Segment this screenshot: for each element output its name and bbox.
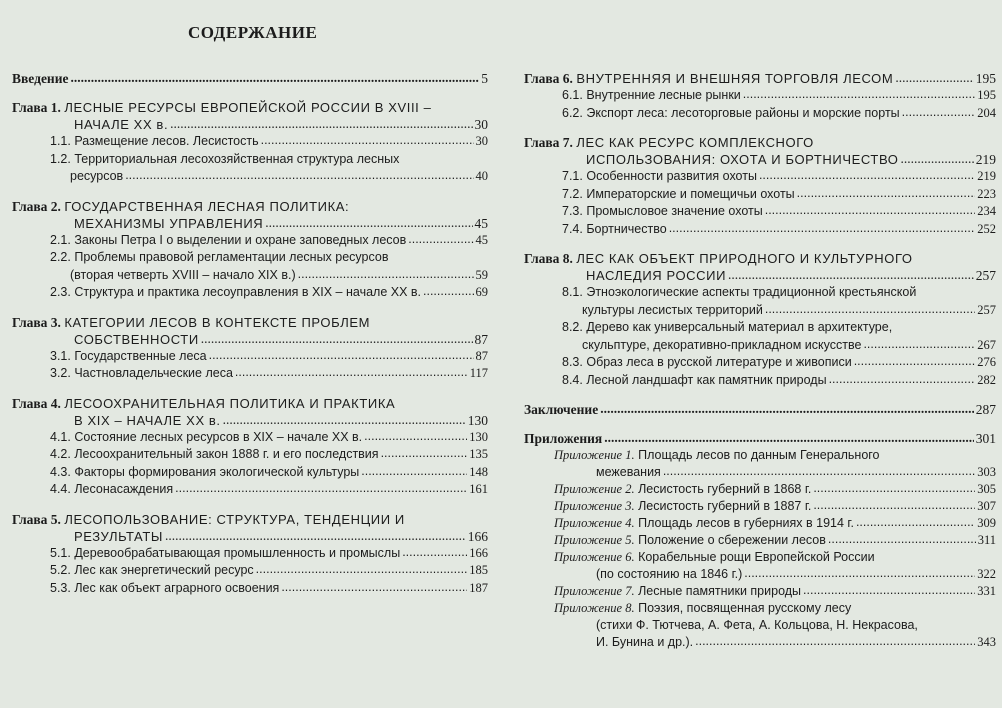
page-number: 40 xyxy=(475,169,488,183)
leader-dots xyxy=(663,463,975,476)
leader-dots xyxy=(170,115,472,129)
page-number: 187 xyxy=(469,580,488,595)
leader-dots xyxy=(235,364,468,377)
page-number: 130 xyxy=(469,429,488,444)
toc-section-7-4: 7.4. Бортничество ..... 252 xyxy=(524,221,996,239)
toc-section-1-2: 1.2. Территориальная лесохозяйственная структура лесных ресурсов ..... 40 xyxy=(12,151,488,186)
page-number: 309 xyxy=(977,516,996,530)
leader-dots xyxy=(902,104,976,117)
leader-dots xyxy=(854,353,976,366)
toc-appendix-1: Приложение 1. Площадь лесов по данным Генерального межевания ..... 303 xyxy=(524,447,996,481)
toc-section-7-2: 7.2. Императорские и помещичьи охоты ..... 223 xyxy=(524,186,996,204)
page-number: 305 xyxy=(977,482,996,496)
toc-entry-appendices: Приложения ..... 301 xyxy=(524,430,996,447)
page-number: 252 xyxy=(977,221,996,236)
toc-entry-intro: Введение ..... 5 xyxy=(12,70,488,87)
toc-appendix-3: Приложение 3. Лесистость губерний в 1887 г. ..... 307 xyxy=(524,498,996,515)
toc-section-8-1: 8.1. Этноэкологические аспекты традиционной крестьянской культуры лесистых территорий ..... 257 xyxy=(524,284,996,319)
page-number: 30 xyxy=(474,117,488,132)
page-number: 307 xyxy=(977,499,996,513)
toc-chapter-1: Глава 1. ЛЕСНЫЕ РЕСУРСЫ ЕВРОПЕЙСКОЙ РОССИИ В XVIII – НАЧАЛЕ XX в. ..... 30 xyxy=(12,99,488,133)
leader-dots xyxy=(265,214,472,228)
toc-appendix-7: Приложение 7. Лесные памятники природы ..... 331 xyxy=(524,583,996,600)
toc-chapter-4: Глава 4. ЛЕСООХРАНИТЕЛЬНАЯ ПОЛИТИКА И ПРАКТИКА В XIX – НАЧАЛЕ XX в. ..... 130 xyxy=(12,395,488,429)
leader-dots xyxy=(695,633,975,646)
leader-dots xyxy=(408,231,473,244)
leader-dots xyxy=(423,283,473,296)
page-number: 287 xyxy=(975,402,996,417)
leader-dots xyxy=(70,69,479,83)
leader-dots xyxy=(765,202,976,215)
leader-dots xyxy=(728,266,974,280)
leader-dots xyxy=(165,527,466,541)
page-number: 166 xyxy=(467,528,488,544)
leader-dots xyxy=(364,428,467,441)
page-number: 267 xyxy=(977,337,996,352)
page-number: 331 xyxy=(977,584,996,598)
leader-dots xyxy=(361,463,467,476)
toc-chapter-6: Глава 6. ВНУТРЕННЯЯ И ВНЕШНЯЯ ТОРГОВЛЯ ЛЕСОМ ..... 195 xyxy=(524,70,996,87)
toc-right-column xyxy=(524,70,996,651)
leader-dots xyxy=(813,480,975,493)
leader-dots xyxy=(744,565,975,578)
toc-appendix-5: Приложение 5. Положение о сбережении лесов ..... 311 xyxy=(524,532,996,549)
toc-section-8-4: 8.4. Лесной ландшафт как памятник природы ..... 282 xyxy=(524,372,996,390)
page-number: 45 xyxy=(474,215,488,231)
toc-appendix-8: Приложение 8. Поэзия, посвященная русскому лесу (стихи Ф. Тютчева, А. Фета, А. Кольцова, Н. Некрасова, И. Бунина и др.). ..... 343 xyxy=(524,600,996,651)
toc-section-4-2: 4.2. Лесоохранительный закон 1888 г. и его последствия ..... 135 xyxy=(12,446,488,464)
page-number: 195 xyxy=(975,71,996,86)
toc-chapter-8: Глава 8. ЛЕС КАК ОБЪЕКТ ПРИРОДНОГО И КУЛЬТУРНОГО НАСЛЕДИЯ РОССИИ ..... 257 xyxy=(524,250,996,284)
page-number: 59 xyxy=(475,267,488,282)
leader-dots xyxy=(863,336,975,349)
leader-dots xyxy=(600,400,974,414)
leader-dots xyxy=(743,86,975,99)
toc-section-8-2: 8.2. Дерево как универсальный материал в архитектуре, скульптуре, декоративно-прикладном искусстве ..... 267 xyxy=(524,319,996,354)
page-number: 219 xyxy=(977,169,996,183)
toc-section-2-2: 2.2. Проблемы правовой регламентации лесных ресурсов (вторая четверть XVIII – начало XIX в.) ..... 59 xyxy=(12,249,488,284)
page-number: 161 xyxy=(469,482,488,496)
leader-dots xyxy=(209,347,474,360)
page-number: 276 xyxy=(977,355,996,369)
leader-dots xyxy=(803,582,975,595)
toc-chapter-2: Глава 2. ГОСУДАРСТВЕННАЯ ЛЕСНАЯ ПОЛИТИКА: МЕХАНИЗМЫ УПРАВЛЕНИЯ ..... 45 xyxy=(12,198,488,232)
leader-dots xyxy=(829,371,976,384)
page-number: 311 xyxy=(977,533,996,547)
toc-chapter-7: Глава 7. ЛЕС КАК РЕСУРС КОМПЛЕКСНОГО ИСПОЛЬЗОВАНИЯ: ОХОТА И БОРТНИЧЕСТВО ..... 219 xyxy=(524,134,996,168)
page-number: 195 xyxy=(977,88,996,102)
toc-left-column xyxy=(12,70,488,597)
toc-section-6-1: 6.1. Внутренние лесные рынки ..... 195 xyxy=(524,87,996,105)
page-number: 87 xyxy=(474,331,488,347)
page-number: 343 xyxy=(977,635,996,649)
leader-dots xyxy=(604,429,974,443)
leader-dots xyxy=(759,167,975,180)
leader-dots xyxy=(298,266,474,279)
leader-dots xyxy=(256,561,468,574)
page-number: 5 xyxy=(481,71,488,86)
page-number: 257 xyxy=(977,302,996,317)
toc-section-7-1: 7.1. Особенности развития охоты ..... 219 xyxy=(524,168,996,186)
page-number: 117 xyxy=(469,366,488,380)
page-number: 303 xyxy=(977,465,996,479)
leader-dots xyxy=(828,531,976,544)
leader-dots xyxy=(895,69,973,83)
page-number: 30 xyxy=(475,134,488,148)
page-number: 301 xyxy=(975,431,996,446)
toc-section-3-1: 3.1. Государственные леса ..... 87 xyxy=(12,348,488,366)
page-number: 185 xyxy=(469,563,488,577)
toc-section-4-4: 4.4. Лесонасаждения ..... 161 xyxy=(12,481,488,499)
page-number: 257 xyxy=(975,268,996,283)
page-number: 45 xyxy=(475,232,488,247)
leader-dots xyxy=(261,132,474,145)
leader-dots xyxy=(669,220,976,233)
leader-dots xyxy=(175,480,467,493)
leader-dots xyxy=(813,497,975,510)
page-number: 69 xyxy=(475,285,488,299)
page-number: 219 xyxy=(975,152,996,167)
toc-section-5-2: 5.2. Лес как энергетический ресурс ..... 185 xyxy=(12,562,488,580)
leader-dots xyxy=(125,167,473,180)
page-number: 166 xyxy=(469,545,488,560)
toc-section-5-3: 5.3. Лес как объект аграрного освоения ..... 187 xyxy=(12,580,488,598)
page-number: 223 xyxy=(977,186,996,201)
toc-section-6-2: 6.2. Экспорт леса: лесоторговые районы и морские порты ..... 204 xyxy=(524,105,996,123)
leader-dots xyxy=(402,544,467,557)
page-number: 204 xyxy=(977,105,996,120)
toc-section-7-3: 7.3. Промысловое значение охоты ..... 234 xyxy=(524,203,996,221)
page-number: 130 xyxy=(467,412,488,428)
toc-entry-conclusion: Заключение ..... 287 xyxy=(524,401,996,418)
toc-appendix-6: Приложение 6. Корабельные рощи Европейской России (по состоянию на 1846 г.) ..... 322 xyxy=(524,549,996,583)
toc-section-1-1: 1.1. Размещение лесов. Лесистость ..... 30 xyxy=(12,133,488,151)
leader-dots xyxy=(381,445,468,458)
leader-dots xyxy=(223,411,466,425)
toc-appendix-2: Приложение 2. Лесистость губерний в 1868 г. ..... 305 xyxy=(524,481,996,498)
page-number: 135 xyxy=(469,447,488,461)
leader-dots xyxy=(201,330,473,344)
page-number: 234 xyxy=(977,204,996,218)
toc-section-8-3: 8.3. Образ леса в русской литературе и живописи ..... 276 xyxy=(524,354,996,372)
toc-chapter-5: Глава 5. ЛЕСОПОЛЬЗОВАНИЕ: СТРУКТУРА, ТЕНДЕНЦИИ И РЕЗУЛЬТАТЫ ..... 166 xyxy=(12,511,488,545)
leader-dots xyxy=(856,514,975,527)
leader-dots xyxy=(765,301,975,314)
page-title: СОДЕРЖАНИЕ xyxy=(188,23,318,42)
toc-section-4-3: 4.3. Факторы формирования экологической культуры ..... 148 xyxy=(12,464,488,482)
leader-dots xyxy=(901,150,974,164)
page-number: 322 xyxy=(977,567,996,581)
page-number: 282 xyxy=(977,372,996,387)
toc-appendix-4: Приложение 4. Площадь лесов в губерниях в 1914 г. ..... 309 xyxy=(524,515,996,532)
leader-dots xyxy=(797,185,976,198)
toc-section-3-2: 3.2. Частновладельческие леса ..... 117 xyxy=(12,365,488,383)
page-number: 148 xyxy=(469,464,488,479)
toc-section-2-3: 2.3. Структура и практика лесоуправления в XIX – начале XX в. ..... 69 xyxy=(12,284,488,302)
toc-chapter-3: Глава 3. КАТЕГОРИИ ЛЕСОВ В КОНТЕКСТЕ ПРОБЛЕМ СОБСТВЕННОСТИ ..... 87 xyxy=(12,314,488,348)
page-number: 87 xyxy=(475,348,488,363)
toc-section-4-1: 4.1. Состояние лесных ресурсов в XIX – начале XX в. ..... 130 xyxy=(12,429,488,447)
toc-section-5-1: 5.1. Деревообрабатывающая промышленность и промыслы ..... 166 xyxy=(12,545,488,563)
leader-dots xyxy=(281,579,467,592)
toc-section-2-1: 2.1. Законы Петра I о выделении и охране заповедных лесов ..... 45 xyxy=(12,232,488,250)
